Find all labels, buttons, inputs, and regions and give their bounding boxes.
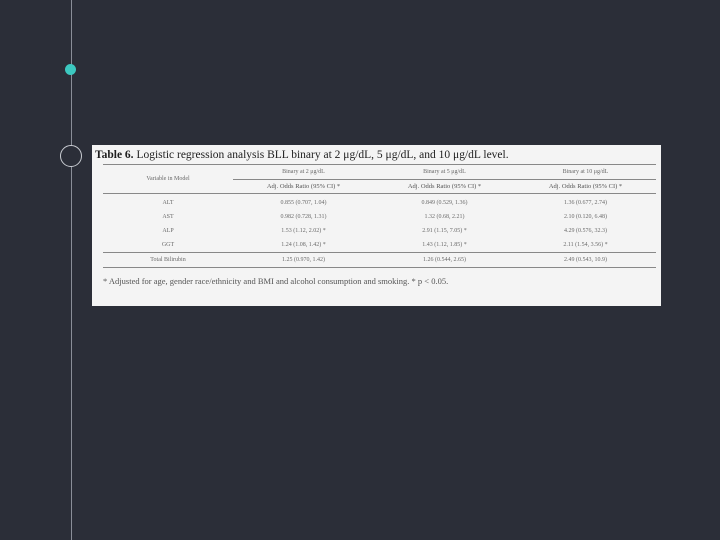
row-value: 2.11 (1.54, 3.56) * bbox=[563, 242, 608, 248]
row-variable: ALT bbox=[162, 200, 174, 206]
table-caption bbox=[95, 147, 655, 163]
header-group-2: Binary at 2 μg/dL bbox=[233, 165, 374, 180]
header-variable: Variable in Model bbox=[103, 165, 233, 194]
table-row bbox=[103, 194, 656, 211]
table-caption-text: Logistic regression analysis BLL binary at 2 μg/dL, 5 μg/dL, and 10 μg/dL level. bbox=[133, 149, 509, 161]
subheader-or-5: Adj. Odds Ratio (95% CI) * bbox=[374, 180, 515, 194]
row-value: 1.25 (0.970, 1.42) bbox=[233, 253, 374, 268]
row-value: 1.24 (1.08, 1.42) * bbox=[281, 242, 326, 248]
timeline-node-ring bbox=[60, 145, 82, 167]
row-variable: Total Bilirubin bbox=[103, 253, 233, 268]
row-value: 2.49 (0.543, 10.9) bbox=[515, 253, 656, 268]
header-group-5: Binary at 5 μg/dL bbox=[374, 165, 515, 180]
table-image bbox=[92, 145, 661, 306]
subheader-or-10: Adj. Odds Ratio (95% CI) * bbox=[515, 180, 656, 194]
header-group-10: Binary at 10 μg/dL bbox=[515, 165, 656, 180]
timeline-dot-active bbox=[65, 64, 76, 75]
row-value: 1.36 (0.677, 2.74) bbox=[564, 200, 607, 206]
table-row bbox=[103, 224, 656, 238]
regression-table bbox=[103, 164, 656, 268]
timeline-line bbox=[71, 0, 72, 540]
row-value: 2.10 (0.120, 6.48) bbox=[564, 214, 607, 220]
row-value: 4.29 (0.576, 32.3) bbox=[564, 228, 607, 234]
subheader-or-2: Adj. Odds Ratio (95% CI) * bbox=[233, 180, 374, 194]
table-row bbox=[103, 210, 656, 224]
row-variable: GGT bbox=[161, 242, 175, 248]
row-value: 2.91 (1.15, 7.05) * bbox=[422, 228, 467, 234]
table-row bbox=[103, 238, 656, 253]
row-value: 1.53 (1.12, 2.02) * bbox=[281, 228, 326, 234]
table-row bbox=[103, 253, 656, 268]
table-caption-label: Table 6. bbox=[95, 149, 134, 161]
row-variable: ALP bbox=[162, 228, 174, 234]
table-footnote: * Adjusted for age, gender race/ethnicity and BMI and alcohol consumption and smoking. * p < 0.05. bbox=[103, 276, 449, 286]
row-value: 1.26 (0.544, 2.65) bbox=[374, 253, 515, 268]
row-variable: AST bbox=[162, 214, 174, 220]
row-value: 1.43 (1.12, 1.85) * bbox=[422, 242, 467, 248]
row-value: 0.855 (0.707, 1.04) bbox=[280, 200, 327, 206]
row-value: 0.982 (0.728, 1.31) bbox=[280, 214, 327, 220]
row-value: 0.849 (0.529, 1.36) bbox=[421, 200, 468, 206]
row-value: 1.32 (0.68, 2.21) bbox=[424, 214, 465, 220]
